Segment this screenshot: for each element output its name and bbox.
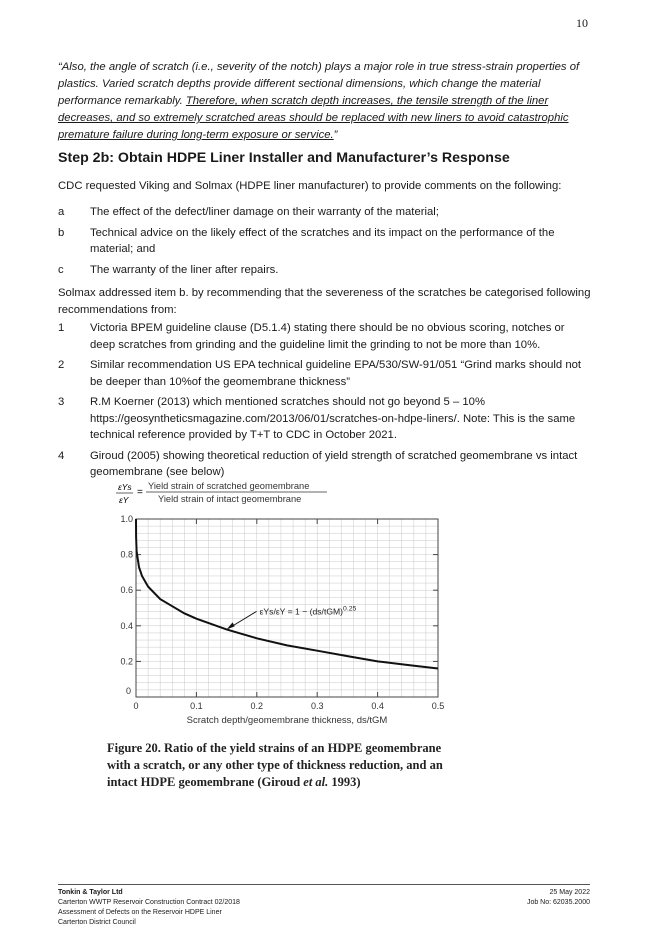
ylabel-numerator: Yield strain of scratched geomembrane	[148, 481, 310, 491]
request-list	[58, 204, 592, 282]
footer-job-number: Job No: 62035.2000	[526, 899, 590, 906]
list-item	[58, 448, 592, 481]
ylabel-denominator: Yield strain of intact geomembrane	[158, 494, 302, 504]
section-heading: Step 2b: Obtain HDPE Liner Installer and Manufacturer’s Response	[58, 150, 510, 166]
list-marker: 2	[58, 359, 65, 371]
ylabel-ratio-top: εYs	[118, 482, 132, 492]
x-tick-label: 0.3	[310, 701, 324, 711]
y-tick-label-origin: 0	[126, 686, 132, 696]
list-item	[58, 357, 592, 390]
list-marker: 3	[58, 396, 65, 408]
quote-paragraph	[58, 59, 592, 144]
intro-paragraph: CDC requested Viking and Solmax (HDPE liner manufacturer) to provide comments on the following:	[58, 180, 562, 192]
footer-report-title: Assessment of Defects on the Reservoir HDPE Liner	[58, 909, 222, 916]
curve-equation-annotation: $\varepsilon Ys/\varepsilon Y = 1 - (ds/tGM)^{0.25}$	[259, 605, 357, 617]
solmax-paragraph: Solmax addressed item b. by recommending that the severeness of the scratches be categorised following recommendations from:	[58, 287, 591, 316]
footer-company: Tonkin & Taylor Ltd	[58, 889, 123, 896]
list-item	[58, 225, 592, 258]
footer-client: Carterton District Council	[58, 919, 136, 926]
quote-text-underlined: Therefore, when scratch depth increases, the tensile strength of the liner decreases, and so extremely scratched areas should be replaced with new liners to avoid catastrophic premature failure during long-term exposure or service.	[58, 95, 569, 141]
list-item	[58, 394, 592, 444]
y-tick-label: 1.0	[120, 514, 133, 524]
y-tick-label: 0.2	[120, 656, 133, 667]
footer-right	[527, 888, 590, 908]
y-tick-labels	[120, 514, 133, 666]
list-text: Giroud (2005) showing theoretical reduction of yield strength of scratched geomembrane vs intact geomembrane (see below)	[90, 449, 578, 478]
ylabel-ratio-bottom: εY	[119, 495, 129, 505]
x-tick-labels	[133, 701, 444, 711]
x-tick-label: 0.2	[250, 701, 264, 711]
list-marker: 1	[58, 322, 65, 334]
x-tick-label: 0.1	[190, 701, 203, 711]
y-tick-label: 0.6	[120, 585, 133, 596]
caption-main: Figure 20. Ratio of the yield strains of an HDPE geomembrane with a scratch, or any other type of thickness reduction, and an intact HDPE geomembrane (Giroud	[107, 741, 443, 789]
y-tick-label: 0.8	[120, 549, 133, 560]
caption-end: 1993)	[328, 775, 361, 789]
ylabel-equals: =	[137, 487, 143, 498]
footer-left	[58, 888, 240, 928]
quote-text-end: ”	[333, 129, 338, 141]
list-item	[58, 204, 592, 221]
y-tick-label: 0.4	[120, 620, 133, 631]
list-item	[58, 320, 592, 353]
caption-italic: et al.	[303, 775, 329, 789]
footer-date: 25 May 2022	[549, 889, 590, 896]
footer-divider	[58, 884, 590, 885]
list-text: Technical advice on the likely effect of the scratches and its impact on the performance of the material; and	[90, 226, 555, 255]
yield-strain-curve	[136, 519, 438, 669]
x-tick-label: 0.4	[371, 701, 384, 711]
yield-strain-chart	[100, 480, 460, 732]
quote-text-start: “Also, the angle of scratch (i.e., severity of the notch) plays a major role in true stress-strain properties of plastics. Varied scratch depths provide different sectional dimensions, which change the material performance remarkably.	[58, 61, 580, 107]
x-tick-label: 0	[133, 701, 139, 711]
x-tick-label: 0.5	[431, 701, 445, 711]
recommendation-list	[58, 320, 592, 485]
list-marker: c	[58, 263, 64, 276]
figure-caption	[107, 740, 457, 791]
list-text: The effect of the defect/liner damage on their warranty of the material;	[90, 206, 439, 218]
page-number: 10	[576, 16, 588, 30]
list-text: R.M Koerner (2013) which mentioned scratches should not go beyond 5 – 10% https://geosyntheticsmagazine.com/2013/06/01/scratches-on-hdpe-liners/. Note: This is the same technical reference provided by T+T to CDC in October 2021.	[90, 396, 576, 441]
list-item	[58, 262, 592, 279]
list-marker: b	[58, 226, 65, 239]
list-text: The warranty of the liner after repairs.	[90, 263, 279, 276]
list-text: Similar recommendation US EPA technical guideline EPA/530/SW-91/051 “Grind marks should not be deeper than 10%of the geomembrane thickness”	[90, 359, 582, 388]
footer-contract: Carterton WWTP Reservoir Construction Contract 02/2018	[58, 899, 240, 906]
list-marker: 4	[58, 449, 65, 462]
x-axis-label: Scratch depth/geomembrane thickness, ds/tGM	[186, 715, 388, 726]
list-text: Victoria BPEM guideline clause (D5.1.4) stating there should be no obvious scoring, notches or deep scratches from grinding and the guideline limit the grinding to not be more than 10%.	[90, 322, 565, 351]
list-marker: a	[58, 206, 65, 218]
